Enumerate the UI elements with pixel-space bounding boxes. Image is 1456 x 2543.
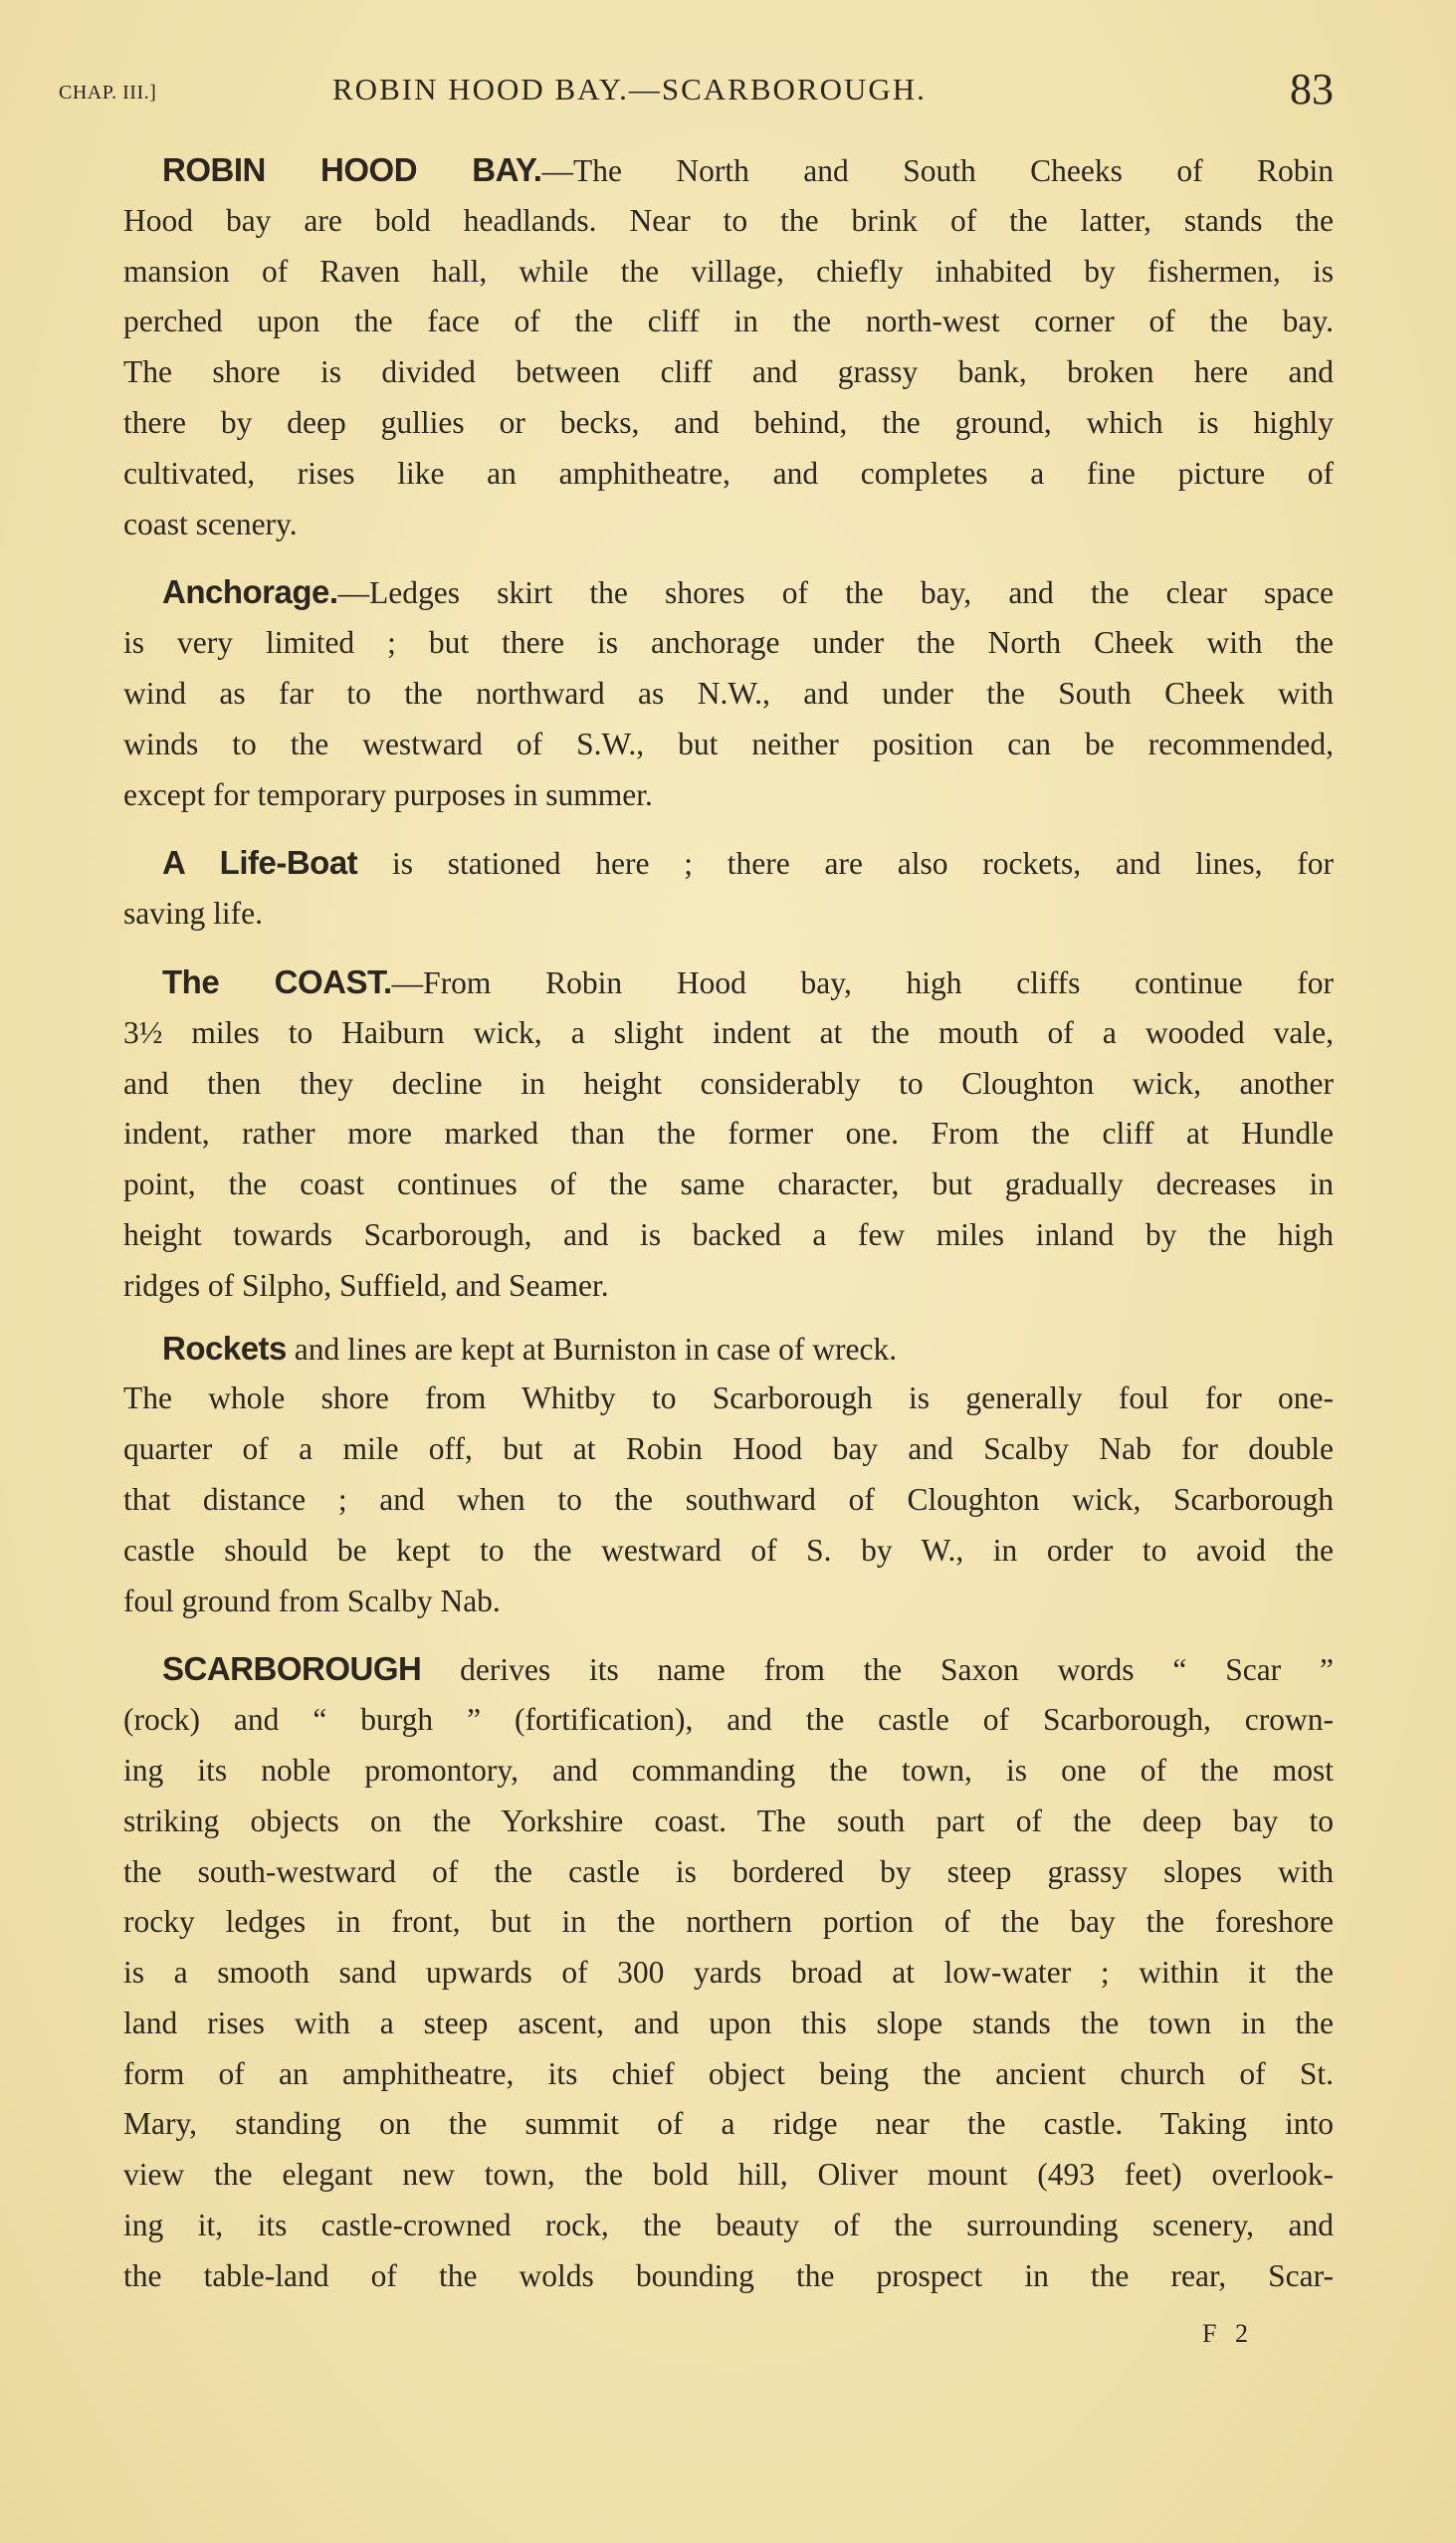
text-line (123, 1577, 1334, 1627)
line-text: —Ledges skirt the shores of the bay, and the clear space (337, 575, 1334, 611)
text-line (123, 1210, 1334, 1261)
section-heading: Anchorage. (162, 573, 338, 611)
section-heading: SCARBOROUGH (162, 1650, 422, 1688)
paragraph (123, 957, 1334, 1312)
line-text: cultivated, rises like an amphitheatre, and completes a fine picture of (123, 455, 1334, 491)
text-line (123, 957, 1334, 1008)
text-line (123, 1847, 1334, 1898)
text-line (123, 838, 1334, 889)
line-text: The whole shore from Whitby to Scarborough is generally foul for one- (123, 1380, 1334, 1416)
line-text: (rock) and “ burgh ” (fortification), and the castle of Scarborough, crown- (123, 1702, 1334, 1738)
text-line (123, 770, 1334, 821)
text-line (123, 1109, 1334, 1160)
line-text: —From Robin Hood bay, high cliffs continue for (391, 964, 1334, 1000)
text-line (123, 1948, 1334, 1999)
line-text: view the elegant new town, the bold hill, Oliver mount (493 feet) overlook- (123, 2157, 1334, 2193)
text-line (123, 1160, 1334, 1210)
text-line (123, 297, 1334, 347)
text-line (123, 1059, 1334, 1110)
line-text: is stationed here ; there are also rockets, and lines, for (357, 846, 1334, 882)
text-line (123, 449, 1334, 500)
line-text: ing its noble promontory, and commanding the town, is one of the most (123, 1752, 1334, 1788)
line-text: is very limited ; but there is anchorage under the North Cheek with the (123, 625, 1334, 661)
paragraph (123, 1644, 1334, 2301)
text-line (123, 2049, 1334, 2100)
line-text: ridges of Silpho, Suffield, and Seamer. (123, 1267, 609, 1303)
page-number: 83 (1290, 65, 1334, 113)
line-text: foul ground from Scalby Nab. (123, 1583, 501, 1618)
running-head (59, 65, 1334, 119)
text-line (123, 1746, 1334, 1797)
running-title: ROBIN HOOD BAY.—SCARBOROUGH. (332, 72, 927, 106)
section-heading: A Life-Boat (162, 844, 358, 882)
line-text: form of an amphitheatre, its chief object being the ancient church of St. (123, 2055, 1334, 2091)
text-line (123, 2251, 1334, 2302)
text-line (123, 398, 1334, 449)
line-text: perched upon the face of the cliff in the north-west corner of the bay. (123, 304, 1334, 339)
text-line (123, 1008, 1334, 1059)
line-text: ing it, its castle-crowned rock, the beauty of the surrounding scenery, and (123, 2208, 1334, 2243)
text-line (123, 145, 1334, 196)
line-text: —The North and South Cheeks of Robin (541, 153, 1335, 188)
text-line (123, 1526, 1334, 1577)
text-line (123, 1424, 1334, 1475)
line-text: The shore is divided between cliff and grassy bank, broken here and (123, 354, 1334, 390)
line-text: saving life. (123, 896, 263, 932)
line-text: Hood bay are bold headlands. Near to the brink of the latter, stands the (123, 202, 1334, 238)
text-line (123, 1261, 1334, 1312)
page-body (123, 145, 1334, 2302)
text-line (123, 1324, 1334, 1375)
line-text: striking objects on the Yorkshire coast. The south part of the deep bay to (123, 1802, 1334, 1838)
line-text: the table-land of the wolds bounding the prospect in the rear, Scar- (123, 2257, 1334, 2293)
text-line (123, 1797, 1334, 1847)
line-text: except for temporary purposes in summer. (123, 776, 653, 812)
text-line (123, 1897, 1334, 1948)
text-line (123, 567, 1334, 618)
line-text: height towards Scarborough, and is backed a few miles inland by the high (123, 1216, 1334, 1252)
paragraph (123, 1324, 1334, 1375)
line-text: wind as far to the northward as N.W., and under the South Cheek with (123, 675, 1334, 711)
text-line (123, 669, 1334, 720)
signature-mark: F 2 (1202, 2319, 1254, 2348)
paragraph (123, 1374, 1334, 1626)
line-text: Mary, standing on the summit of a ridge near the castle. Taking into (123, 2106, 1334, 2142)
text-line (123, 1999, 1334, 2049)
paragraph (123, 145, 1334, 549)
line-text: there by deep gullies or becks, and behind, the ground, which is highly (123, 404, 1334, 440)
text-line (123, 889, 1334, 940)
line-text: that distance ; and when to the southward of Cloughton wick, Scarborough (123, 1481, 1334, 1517)
paragraph (123, 567, 1334, 820)
line-text: and lines are kept at Burniston in case of wreck. (286, 1331, 898, 1367)
text-line (123, 2099, 1334, 2150)
line-text: indent, rather more marked than the former one. From the cliff at Hundle (123, 1116, 1334, 1152)
text-line (123, 720, 1334, 770)
line-text: quarter of a mile off, but at Robin Hood bay and Scalby Nab for double (123, 1431, 1334, 1467)
text-line (123, 500, 1334, 550)
chapter-label: CHAP. III.] (59, 82, 157, 104)
line-text: the south-westward of the castle is bordered by steep grassy slopes with (123, 1853, 1334, 1889)
paragraph (123, 838, 1334, 940)
text-line (123, 1644, 1334, 1695)
line-text: point, the coast continues of the same character, but gradually decreases in (123, 1166, 1334, 1202)
line-text: is a smooth sand upwards of 300 yards broad at low-water ; within it the (123, 1955, 1334, 1991)
section-heading: The COAST. (162, 962, 392, 1000)
text-line (123, 196, 1334, 247)
line-text: coast scenery. (123, 506, 298, 541)
line-text: land rises with a steep ascent, and upon this slope stands the town in the (123, 2005, 1334, 2040)
section-heading: Rockets (162, 1329, 287, 1367)
line-text: rocky ledges in front, but in the northern portion of the bay the foreshore (123, 1904, 1334, 1940)
line-text: mansion of Raven hall, while the village, chiefly inhabited by fishermen, is (123, 253, 1334, 289)
text-line (123, 1475, 1334, 1526)
text-line (123, 2201, 1334, 2251)
text-line (123, 2150, 1334, 2201)
text-line (123, 618, 1334, 669)
text-line (123, 1374, 1334, 1424)
text-line (123, 1695, 1334, 1746)
line-text: derives its name from the Saxon words “ Scar ” (421, 1652, 1334, 1688)
line-text: and then they decline in height considerably to Cloughton wick, another (123, 1065, 1334, 1101)
text-line (123, 247, 1334, 298)
line-text: castle should be kept to the westward of S. by W., in order to avoid the (123, 1532, 1334, 1568)
text-line (123, 347, 1334, 398)
section-heading: ROBIN HOOD BAY. (162, 151, 542, 188)
line-text: 3½ miles to Haiburn wick, a slight indent at the mouth of a wooded vale, (123, 1014, 1334, 1050)
line-text: winds to the westward of S.W., but neither position can be recommended, (123, 726, 1334, 761)
